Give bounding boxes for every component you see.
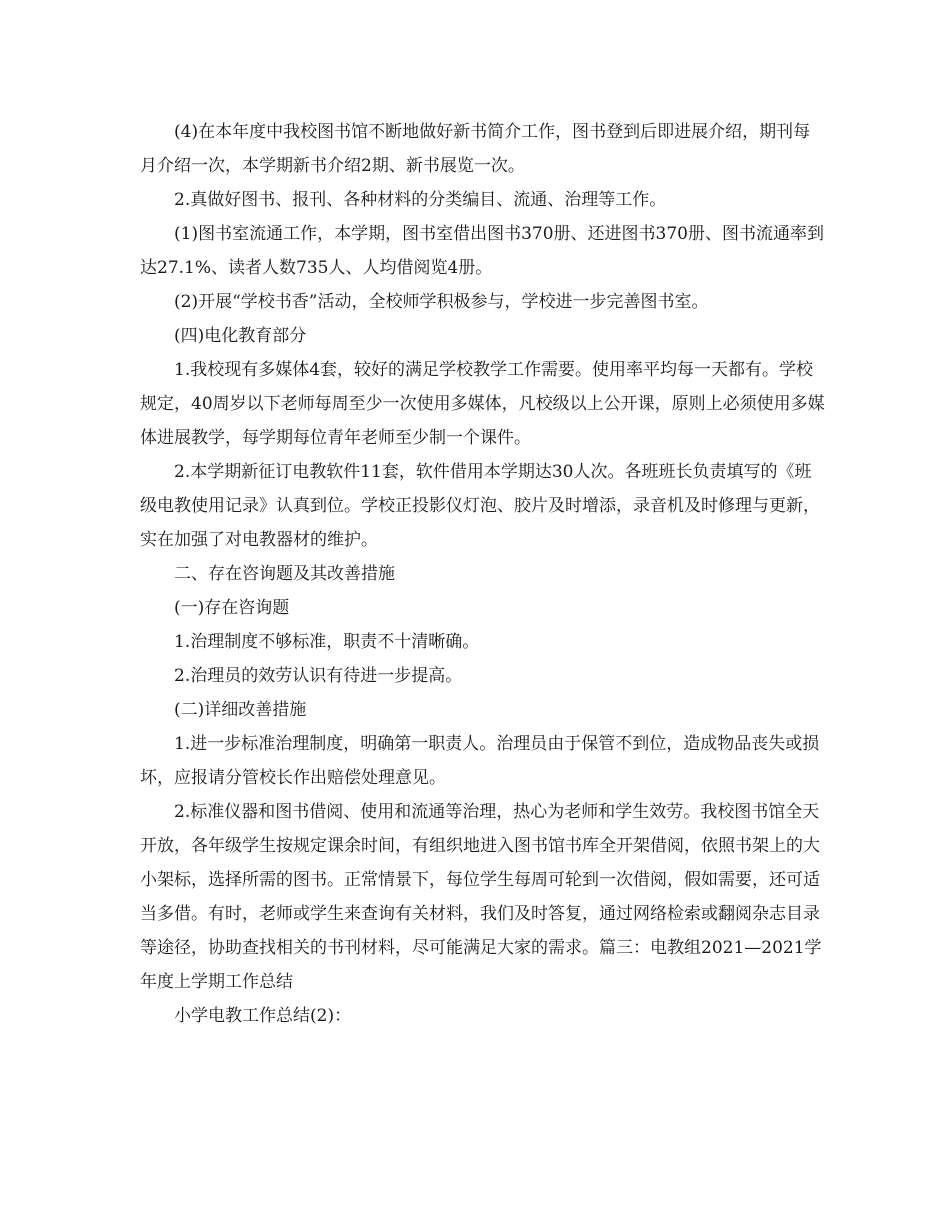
document-body bbox=[140, 115, 825, 1033]
heading-measures: (二)详细改善措施 bbox=[174, 700, 307, 720]
heading-problems-measures: 二、存在咨询题及其改善措施 bbox=[174, 564, 395, 584]
paragraph-problem-2: 2.治理员的效劳认识有待进一步提高。 bbox=[174, 666, 463, 686]
paragraph-software: 2.本学期新征订电教软件11套，软件借用本学期达30人次。各班班长负责填写的《班级电教使用记录》认真到位。学校正投影仪灯泡、胶片及时增添，录音机及时修理与更新，实在加强了对电教器材的维护。 bbox=[140, 462, 820, 550]
heading-audio-visual: (四)电化教育部分 bbox=[174, 326, 307, 346]
paragraph-cataloging: 2.真做好图书、报刊、各种材料的分类编目、流通、治理等工作。 bbox=[174, 190, 667, 210]
paragraph-problem-1: 1.治理制度不够标准，职责不十清晰确。 bbox=[174, 632, 480, 652]
paragraph-multimedia: 1.我校现有多媒体4套，较好的满足学校教学工作需要。使用率平均每一天都有。学校规定，40周岁以下老师每周至少一次使用多媒体，凡校级以上公开课，原则上必须使用多媒体进展教学，每学期每位青年老师至少制一个课件。 bbox=[140, 360, 825, 448]
paragraph-measure-2: 2.标准仪器和图书借阅、使用和流通等治理，热心为老师和学生效劳。我校图书馆全天开放，各年级学生按规定课余时间，有组织地进入图书馆书库全开架借阅，依照书架上的大小架标，选择所需的图书。正常情景下，每位学生每周可轮到一次借阅，假如需要，还可适当多借。有时，老师或学生来查询有关材料，我们及时答复，通过网络检索或翻阅杂志目录等途径，协助查找相关的书刊材料，尽可能满足大家的需求。篇三：电教组2021—2021学年度上学期工作总结 bbox=[140, 802, 822, 992]
paragraph-measure-1: 1.进一步标准治理制度，明确第一职责人。治理员由于保管不到位，造成物品丧失或损坏，应报请分管校长作出赔偿处理意见。 bbox=[140, 734, 820, 788]
paragraph-circulation: (1)图书室流通工作，本学期，图书室借出图书370册、还进图书370册、图书流通率到达27.1%、读者人数735人、人均借阅览4册。 bbox=[140, 224, 824, 278]
paragraph-summary-title: 小学电教工作总结(2)： bbox=[174, 1006, 352, 1026]
heading-problems: (一)存在咨询题 bbox=[174, 598, 290, 618]
paragraph-library-intro: (4)在本年度中我校图书馆不断地做好新书简介工作，图书登到后即进展介绍，期刊每月介绍一次，本学期新书介绍2期、新书展览一次。 bbox=[140, 122, 811, 176]
paragraph-book-fragrance: (2)开展“学校书香”活动，全校师学积极参与，学校进一步完善图书室。 bbox=[174, 292, 709, 312]
